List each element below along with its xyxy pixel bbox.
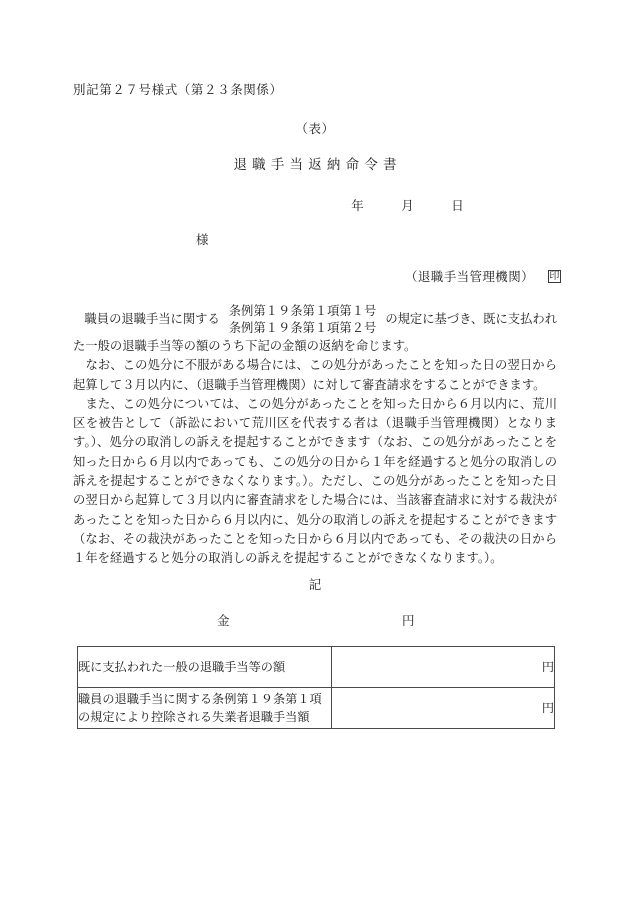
record-heading: 記 <box>308 577 322 592</box>
table-label-line: 既に支払われた一般の退職手当等の額 <box>78 660 286 674</box>
issuer-line <box>405 267 561 285</box>
stacked-clause-reference <box>229 303 377 337</box>
paragraph-litigation-notice: また、この処分については、この処分があったことを知った日から６月以内に、荒川区を被告として（訴訟において荒川区を代表する者は（退職手当管理機関）となります。）、処分の取消しの訴えを提起することができます（なお、この処分があったことを知った日から６月以内であっても、この処分の日から１年を経過すると処分の取消しの訴えを提起することができなくなります。）。ただし、この処分があったことを知った日の翌日から起算して３月以内に審査請求をした場合には、当該審査請求に対する裁決があったことを知った日から６月以内に、処分の取消しの訴えを提起することができます（なお、その裁決があったことを知った日から６月以内であっても、その裁決の日から１年を経過すると処分の取消しの訴えを提起することができなくなります。）。 <box>73 396 557 566</box>
date-line: 年 月 日 <box>351 198 464 213</box>
amount-unit: 円 <box>402 613 415 628</box>
page-title: 退職手当返納命令書 <box>233 157 402 173</box>
recipient-name-field: 様 <box>196 232 210 247</box>
body-text <box>73 303 557 569</box>
form-number: 別記第２７号様式（第２３条関係） <box>73 82 283 97</box>
paragraph-appeal-request: なお、この処分に不服がある場合には、この処分があったことを知った日の翌日から起算して３月以内に、（退職手当管理機関）に対して審査請求をすることができます。 <box>73 358 557 392</box>
lead-suffix: の規定に基づき、既に支払われ <box>385 312 557 327</box>
amount-breakdown-table <box>77 646 555 729</box>
amount-label: 金 <box>217 613 230 628</box>
clause-reference-line-1: 条例第１９条第１項第１号 <box>228 304 377 318</box>
table-cell-value[interactable] <box>332 647 555 688</box>
table-cell-label <box>78 647 332 688</box>
issuer-label: （退職手当管理機関） <box>405 269 535 284</box>
table-cell-label <box>78 688 332 729</box>
lead-paragraph <box>73 303 557 356</box>
table-row <box>78 647 555 688</box>
table-side-mark: （表） <box>295 121 335 136</box>
table-row <box>78 688 555 729</box>
seal-stamp-icon: 印 <box>549 270 560 282</box>
table-label-line: の規定により控除される失業者退職手当額 <box>78 710 310 724</box>
table-cell-value[interactable] <box>332 688 555 729</box>
clause-reference-line-2: 条例第１９条第１項第２号 <box>228 321 377 335</box>
lead-tail: た一般の退職手当等の額のうち下記の金額の返納を命じます。 <box>73 339 417 353</box>
lead-prefix: 職員の退職手当に関する <box>84 312 220 327</box>
table-value-unit: 円 <box>541 701 554 715</box>
table-value-unit: 円 <box>541 660 554 674</box>
table-label-line: 職員の退職手当に関する条例第１９条第１項 <box>78 692 322 706</box>
